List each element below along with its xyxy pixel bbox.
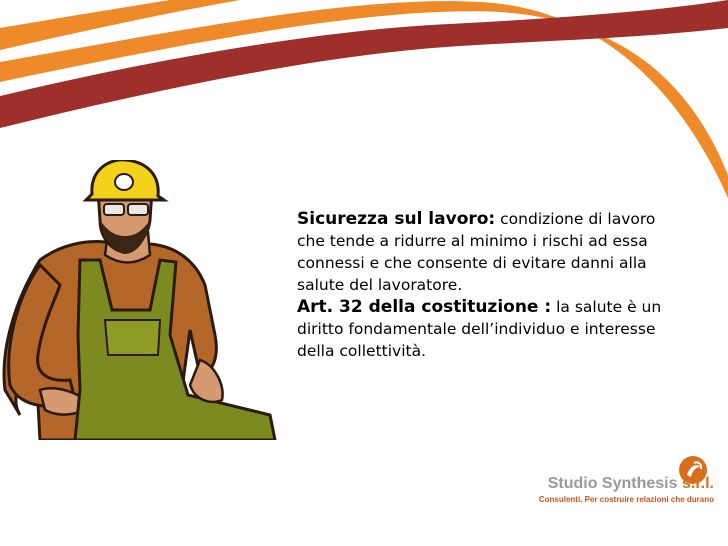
- company-footer: [484, 455, 714, 505]
- article-paragraph: [297, 296, 669, 362]
- company-name-suffix: s.r.l.: [681, 475, 714, 492]
- definition-term: Sicurezza sul lavoro:: [297, 209, 496, 229]
- definition-text: condizione di lavoro che tende a ridurre al minimo i rischi ad essa connessi e che consente di evitare danni alla salute del lavoratore.: [297, 210, 656, 294]
- article-text: la salute è un diritto fondamentale dell’individuo e interesse della collettività.: [297, 298, 662, 360]
- company-tagline: Consulenti. Per costruire relazioni che durano: [538, 495, 714, 504]
- article-title: Art. 32 della costituzione :: [297, 297, 552, 317]
- company-name: [548, 475, 714, 493]
- definition-paragraph: [297, 208, 669, 296]
- content-text: [297, 208, 669, 362]
- worker-illustration: [0, 160, 280, 440]
- company-name-main: Studio Synthesis: [547, 475, 682, 492]
